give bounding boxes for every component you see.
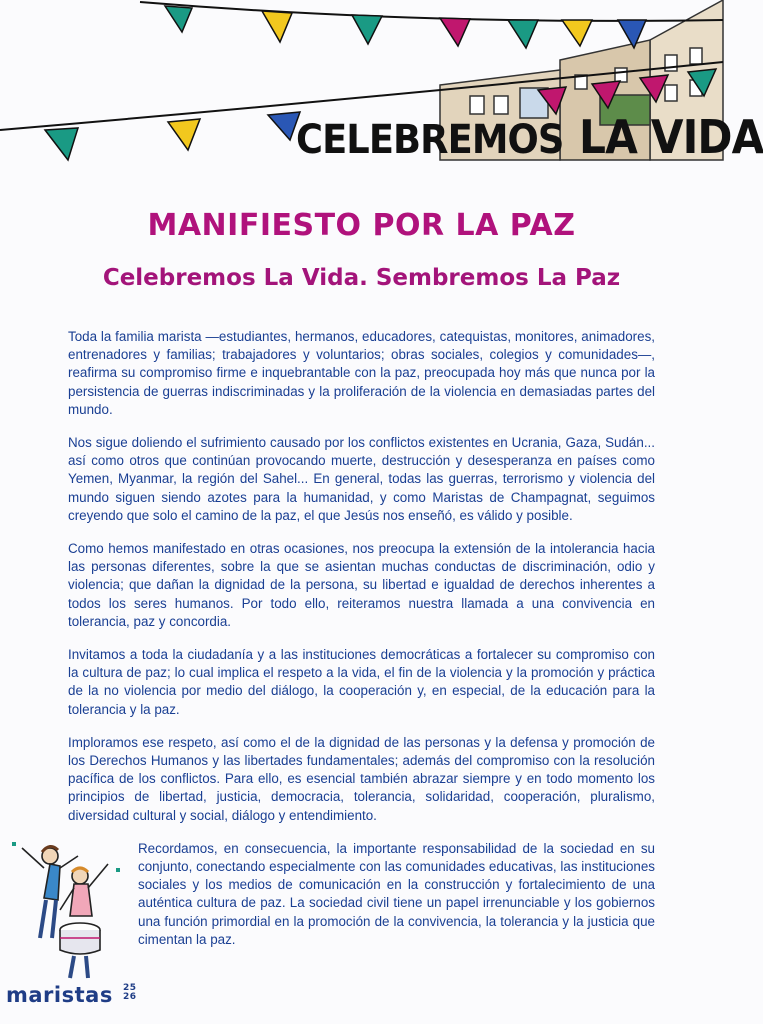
paragraph-6: Recordamos, en consecuencia, la importante responsabilidad de la sociedad en su conjunto, conectando especialmente con las comunidades educativas, las instituciones sociales y los medios de comunicación en la construcción y fortalecimiento de una auténtica cultura de paz. La sociedad civil tiene un papel irrenunciable y los gobiernos una función primordial en la promoción de la convivencia, la tolerancia y la justicia que cimentan la paz. <box>138 840 655 947</box>
banner-title-part2: LA VIDA <box>579 110 763 164</box>
paragraph-4: Invitamos a toda la ciudadanía y a las instituciones democráticas a fortalecer su compromiso con la cultura de paz; lo cual implica el respeto a la vida, el fin de la violencia y la promoción y práctica de la no violencia por medio del diálogo, la cooperación y, en especial, de la educación para la tolerancia y la paz. <box>68 647 655 717</box>
banner-title <box>296 110 763 164</box>
paragraph-1: Toda la familia marista —estudiantes, hermanos, educadores, catequistas, monitores, animadores, entrenadores y familias; trabajadores y voluntarios; obras sociales, colegios y comunidades—, reafirma su compromiso firme e inquebrantable con la paz, preocupada hoy más que nunca por la persistencia de guerras indiscriminadas y la proliferación de la violencia en demasiadas partes del mundo. <box>68 329 655 417</box>
page-title: MANIFIESTO POR LA PAZ <box>147 208 576 243</box>
logo-name: maristas <box>6 983 113 1007</box>
paragraph-2: Nos sigue doliendo el sufrimiento causado por los conflictos existentes en Ucrania, Gaza, Sudán... así como otros que continúan provocando muerte, destrucción y desesperanza en países como Yemen, Myanmar, la región del Sahel... En general, todas las guerras, terrorismo y violencia del mundo siguen siendo azotes para la humanidad, y como Maristas de Champagnat, seguimos creyendo que solo el camino de la paz, el que Jesús nos enseñó, es válido y posible. <box>68 435 655 523</box>
header-banner <box>0 0 763 180</box>
page-subtitle: Celebremos La Vida. Sembremos La Paz <box>102 265 621 291</box>
logo-year-bottom: 26 <box>123 992 137 1002</box>
maristas-logo <box>6 983 137 1007</box>
paragraph-3: Como hemos manifestado en otras ocasiones, nos preocupa la extensión de la intolerancia hacia las personas diferentes, sobre la que se asientan muchas conductas de discriminación, odio y violencia; que dañan la dignidad de la persona, su libertad e igualdad de derechos inherentes a todos los seres humanos. Por todo ello, reiteramos nuestra llamada a una convivencia en tolerancia, paz y concordia. <box>68 541 655 629</box>
paragraph-5: Imploramos ese respeto, así como el de la dignidad de las personas y la defensa y promoción de los Derechos Humanos y las libertades fundamentales; además del compromiso con la resolución pacífica de los conflictos. Para ello, es esencial también abrazar siempre y en todo momento los principios de libertad, justicia, democracia, tolerancia, solidaridad, cooperación, pluralismo, diversidad cultural y social, diálogo y entendimiento. <box>68 734 655 823</box>
logo-year <box>123 984 139 1002</box>
logo-year-top: 25 <box>123 983 137 993</box>
people-drum-icon <box>8 838 138 988</box>
manifesto-body <box>68 328 655 964</box>
banner-title-part1: CELEBREMOS <box>296 117 564 163</box>
